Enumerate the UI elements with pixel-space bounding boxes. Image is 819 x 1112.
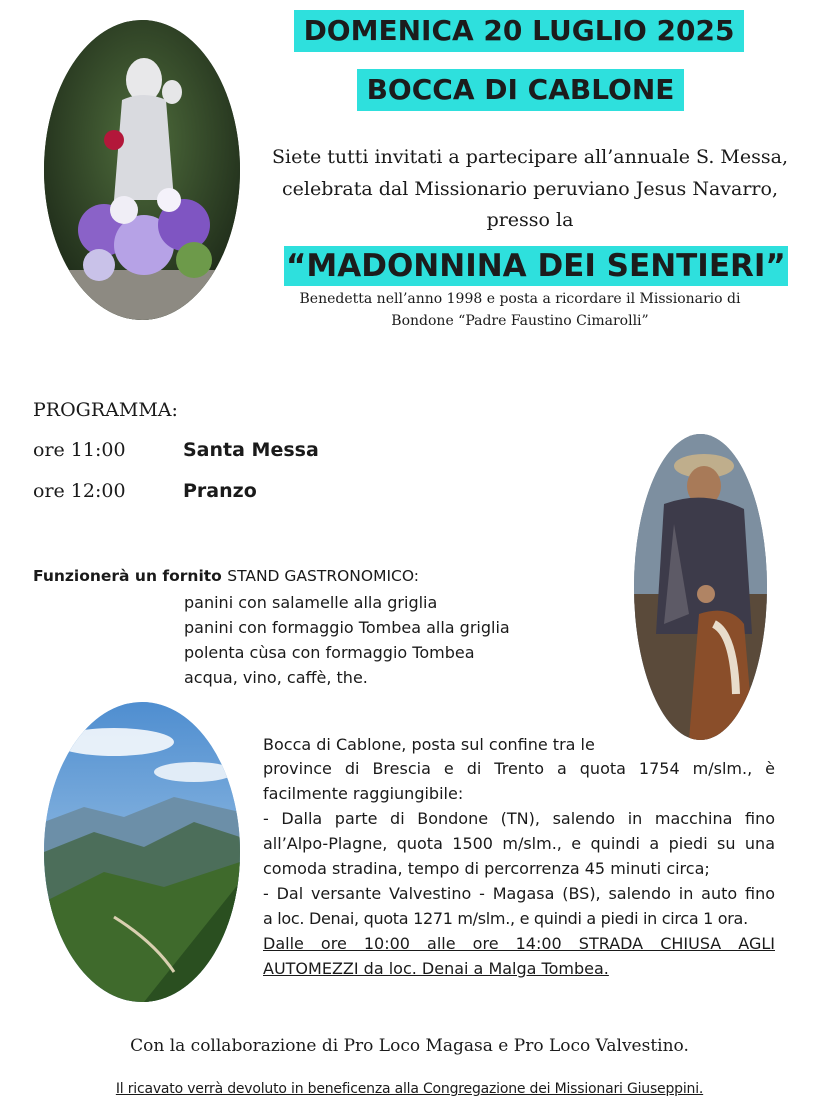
collaboration-note: Con la collaborazione di Pro Loco Magasa e Pro Loco Valvestino. xyxy=(130,1036,689,1056)
directions-line-4: - Dalla parte di Bondone (TN), salendo in macchina fino xyxy=(263,809,775,828)
program-event-2: Pranzo xyxy=(183,480,257,502)
program-time-1: ore 11:00 xyxy=(33,439,126,461)
stand-heading-prefix: Funzionerà un fornito xyxy=(33,567,228,585)
road-closure-line-1: Dalle ore 10:00 alle ore 14:00 STRADA CHIUSA AGLI xyxy=(263,934,775,953)
subtitle-line-2: Bondone “Padre Faustino Cimarolli” xyxy=(391,313,649,329)
statue-photo xyxy=(44,20,240,320)
road-closure-line-2: AUTOMEZZI da loc. Denai a Malga Tombea. xyxy=(263,959,609,978)
event-place: BOCCA DI CABLONE xyxy=(357,69,684,111)
subtitle-line-1: Benedetta nell’anno 1998 e posta a ricordare il Missionario di xyxy=(299,291,741,307)
stand-heading-suffix: : xyxy=(413,567,420,585)
stand-heading xyxy=(33,567,419,585)
stand-heading-bold: STAND GASTRONOMICO xyxy=(227,567,414,585)
stand-item-1: panini con salamelle alla griglia xyxy=(184,593,438,612)
madonna-statue-image xyxy=(44,20,240,320)
directions-line-7: - Dal versante Valvestino - Magasa (BS), salendo in auto fino xyxy=(263,884,775,903)
directions-line-3: facilmente raggiungibile: xyxy=(263,784,464,803)
program-time-2: ore 12:00 xyxy=(33,480,126,502)
program-event-1: Santa Messa xyxy=(183,439,319,461)
rider-photo xyxy=(634,434,767,740)
stand-item-2: panini con formaggio Tombea alla griglia xyxy=(184,618,510,637)
directions-line-2: province di Brescia e di Trento a quota 1754 m/slm., è xyxy=(263,759,775,778)
directions-line-5: all’Alpo-Plagne, quota 1500 m/slm., e quindi a piedi su una xyxy=(263,834,775,853)
landscape-photo xyxy=(44,702,240,1002)
intro-line-1: Siete tutti invitati a partecipare all’annuale S. Messa, xyxy=(272,146,788,168)
charity-note: Il ricavato verrà devoluto in beneficenza alla Congregazione dei Missionari Giuseppini. xyxy=(115,1081,704,1097)
intro-line-2: celebrata dal Missionario peruviano Jesus Navarro, xyxy=(281,178,778,200)
directions-line-1: Bocca di Cablone, posta sul confine tra le xyxy=(263,735,595,754)
missionary-on-horse-image xyxy=(634,434,767,740)
mountain-landscape-image xyxy=(44,702,240,1002)
intro-line-3: presso la xyxy=(486,209,574,231)
directions-line-8: a loc. Denai, quota 1271 m/slm., e quindi a piedi in circa 1 ora. xyxy=(263,909,748,928)
main-title-text: “MADONNINA DEI SENTIERI” xyxy=(286,248,786,284)
stand-item-4: acqua, vino, caffè, the. xyxy=(184,668,368,687)
program-heading: PROGRAMMA: xyxy=(33,399,178,421)
event-date: DOMENICA 20 LUGLIO 2025 xyxy=(294,10,744,52)
stand-item-3: polenta cùsa con formaggio Tombea xyxy=(184,643,475,662)
directions-line-6: comoda stradina, tempo di percorrenza 45 minuti circa; xyxy=(263,859,710,878)
main-title xyxy=(284,246,786,286)
